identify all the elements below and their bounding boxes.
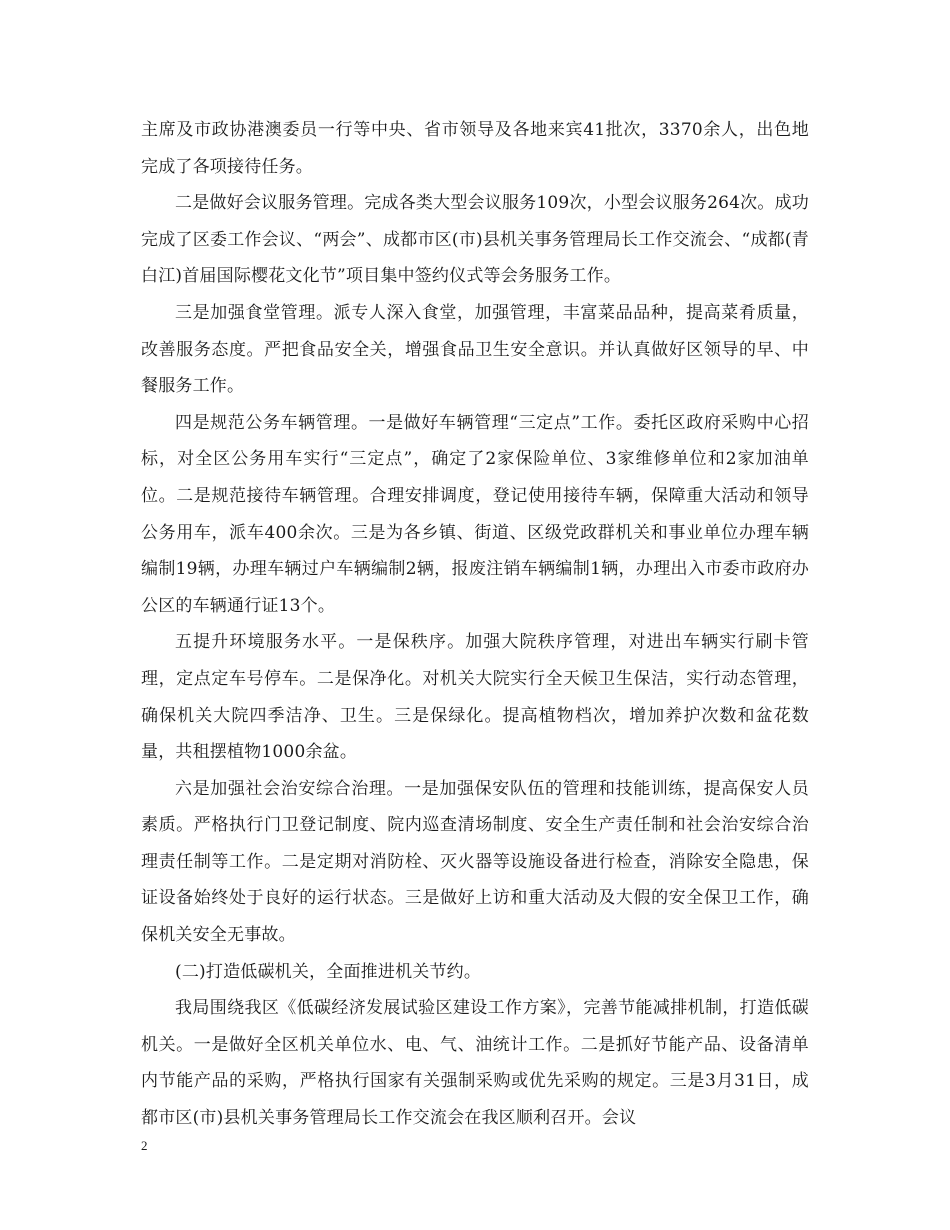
document-page — [141, 112, 809, 1137]
paragraph: 六是加强社会治安综合治理。一是加强保安队伍的管理和技能训练，提高保安人员素质。严格执行门卫登记制度、院内巡查清场制度、安全生产责任制和社会治安综合治理责任制等工作。二是定期对消防栓、灭火器等设施设备进行检查，消除安全隐患，保证设备始终处于良好的运行状态。三是做好上访和重大活动及大假的安全保卫工作，确保机关安全无事故。 — [141, 778, 809, 946]
paragraph: 我局围绕我区《低碳经济发展试验区建设工作方案》，完善节能减排机制，打造低碳机关。一是做好全区机关单位水、电、气、油统计工作。二是抓好节能产品、设备清单内节能产品的采购，严格执行国家有关强制采购或优先采购的规定。三是3月31日，成都市区(市)县机关事务管理局长工作交流会在我区顺利召开。会议 — [141, 998, 809, 1129]
paragraph: 二是做好会议服务管理。完成各类大型会议服务109次，小型会议服务264次。成功完成了区委工作会议、“两会”、成都市区(市)县机关事务管理局长工作交流会、“成都(青白江)首届国际樱花文化节”项目集中签约仪式等会务服务工作。 — [141, 193, 809, 287]
paragraph: 三是加强食堂管理。派专人深入食堂，加强管理，丰富菜品品种，提高菜肴质量，改善服务态度。严把食品安全关，增强食品卫生安全意识。并认真做好区领导的早、中餐服务工作。 — [141, 302, 809, 397]
paragraph: 主席及市政协港澳委员一行等中央、省市领导及各地来宾41批次，3370余人，出色地完成了各项接待任务。 — [141, 120, 809, 177]
paragraph: 五提升环境服务水平。一是保秩序。加强大院秩序管理，对进出车辆实行刷卡管理，定点定车号停车。二是保净化。对机关大院实行全天候卫生保洁，实行动态管理，确保机关大院四季洁净、卫生。三是保绿化。提高植物档次，增加养护次数和盆花数量，共租摆植物1000余盆。 — [141, 632, 809, 763]
section-heading: (二)打造低碳机关，全面推进机关节约。 — [175, 961, 482, 982]
page-number: 2 — [141, 1138, 148, 1153]
paragraph: 四是规范公务车辆管理。一是做好车辆管理“三定点”工作。委托区政府采购中心招标，对全区公务用车实行“三定点”，确定了2家保险单位、3家维修单位和2家加油单位。二是规范接待车辆管理。合理安排调度，登记使用接待车辆，保障重大活动和领导公务用车，派车400余次。三是为各乡镇、街道、区级党政群机关和事业单位办理车辆编制19辆，办理车辆过户车辆编制2辆，报废注销车辆编制1辆，办理出入市委市政府办公区的车辆通行证13个。 — [141, 412, 809, 616]
